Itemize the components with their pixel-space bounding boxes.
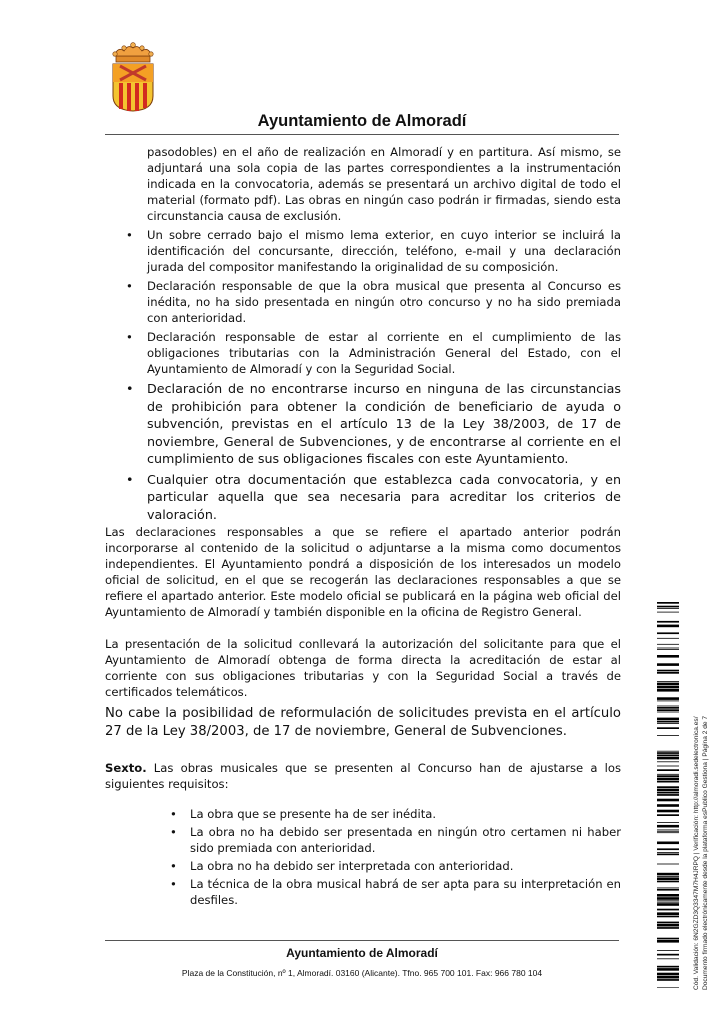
list-item: • Cualquier otra documentación que establezca cada convocatoria, y en particular aquella que sea necesaria para acreditar los criterios de valoración.: [126, 471, 621, 522]
list-item: • La obra no ha debido ser interpretada con anterioridad.: [170, 859, 514, 873]
shield-icon: [113, 64, 153, 111]
paragraph-sexto: Sexto. Las obras musicales que se presenten al Concurso han de ajustarse a los siguientes requisitos:: [105, 761, 621, 791]
list-item: • La técnica de la obra musical habrá de ser apta para su interpretación en desfiles.: [170, 877, 621, 907]
bullet-icon: •: [126, 228, 133, 242]
bullet-icon: •: [170, 877, 177, 891]
coat-of-arms-logo: [110, 42, 156, 112]
header-divider: [105, 134, 619, 135]
page-header-title: Ayuntamiento de Almoradí: [257, 112, 467, 130]
bullet-icon: •: [126, 279, 133, 293]
list-item: • Declaración responsable de estar al corriente en el cumplimiento de las obligaciones tributarias con la Administración General del Estado, con el Ayuntamiento de Almoradí y con la Seguridad Social.: [126, 330, 621, 376]
list-item: • La obra que se presente ha de ser inédita.: [170, 807, 437, 821]
bullet-icon: •: [126, 330, 133, 344]
bullet-icon: •: [126, 471, 134, 487]
barcode-icon: [657, 602, 679, 988]
paragraph-reformulacion: No cabe la posibilidad de reformulación de solicitudes prevista en el artículo 27 de la Ley 38/2003, de 17 de noviembre, General de Subvenciones.: [105, 706, 621, 739]
requisitos-list: [170, 806, 621, 910]
footer-address: Plaza de la Constitución, nº 1, Almoradí. 03160 (Alicante). Tfno. 965 700 101. Fax: 966 780 104: [181, 968, 543, 978]
signature-line: Documento firmado electrónicamente desde la plataforma esPublico Gestiona | Página 2 de 7: [702, 715, 709, 990]
list-item: • Declaración responsable de que la obra musical que presenta al Concurso es inédita, no ha sido presentada en ningún otro concurso y no ha sido premiada con anterioridad.: [126, 279, 621, 325]
list-item: • Un sobre cerrado bajo el mismo lema exterior, en cuyo interior se incluirá la identificación del concursante, dirección, teléfono, e-mail y una declaración jurada del compositor manifestando la originalidad de su composición.: [126, 228, 621, 274]
paragraph-autorizacion: La presentación de la solicitud conllevará la autorización del solicitante para que el Ayuntamiento de Almoradí obtenga de forma directa la acreditación de estar al corriente con sus obligaciones tributarias y con la Seguridad Social a través de certificados telemáticos.: [105, 637, 621, 699]
crown-icon: [113, 43, 153, 62]
bullet-icon: •: [170, 807, 177, 821]
bullet-icon: •: [170, 859, 177, 873]
list-item: • Declaración de no encontrarse incurso en ninguna de las circunstancias de prohibición para obtener la condición de beneficiario de ayuda o subvención, previstas en el artículo 13 de la Ley 38/2003, de 17 de noviembre, General de Subvenciones, y de encontrarse al corriente en el cumplimiento de sus obligaciones fiscales con este Ayuntamiento.: [126, 381, 621, 466]
list-item: pasodobles) en el año de realización en Almoradí y en partitura. Así mismo, se adjuntará una sola copia de las partes correspondientes a la instrumentación indicada en la convocatoria, además se presentará un archivo digital de todo el material (formato pdf). Las obras en ningún caso podrán ir firmadas, siendo esta circunstancia causa de exclusión.: [147, 145, 621, 223]
list-item: • La obra no ha debido ser presentada en ningún otro certamen ni haber sido premiada con anterioridad.: [170, 825, 621, 855]
documentation-list: [126, 144, 621, 526]
footer-title: Ayuntamiento de Almoradí: [286, 946, 438, 960]
bullet-icon: •: [126, 381, 134, 396]
validation-stamp: [692, 716, 710, 990]
bullet-icon: •: [170, 825, 177, 839]
validation-line: Cód. Validación: 6N2GZD3Q3347M7H4JRPQ | Verificación: http://almoradi.sedelectronica.es/: [693, 716, 700, 990]
paragraph-declaraciones: Las declaraciones responsables a que se refiere el apartado anterior podrán incorporarse al contenido de la solicitud o adjuntarse a la misma como documentos independientes. El Ayuntamiento pondrá a disposición de los interesados un modelo oficial de solicitud, en el que se recogerán las declaraciones responsables a que se refiere el apartado anterior. Este modelo oficial se publicará en la página web oficial del Ayuntamiento de Almoradí y también disponible en la oficina de Registro General.: [105, 525, 621, 619]
footer-divider: [105, 940, 619, 941]
section-label: Sexto.: [105, 761, 147, 775]
